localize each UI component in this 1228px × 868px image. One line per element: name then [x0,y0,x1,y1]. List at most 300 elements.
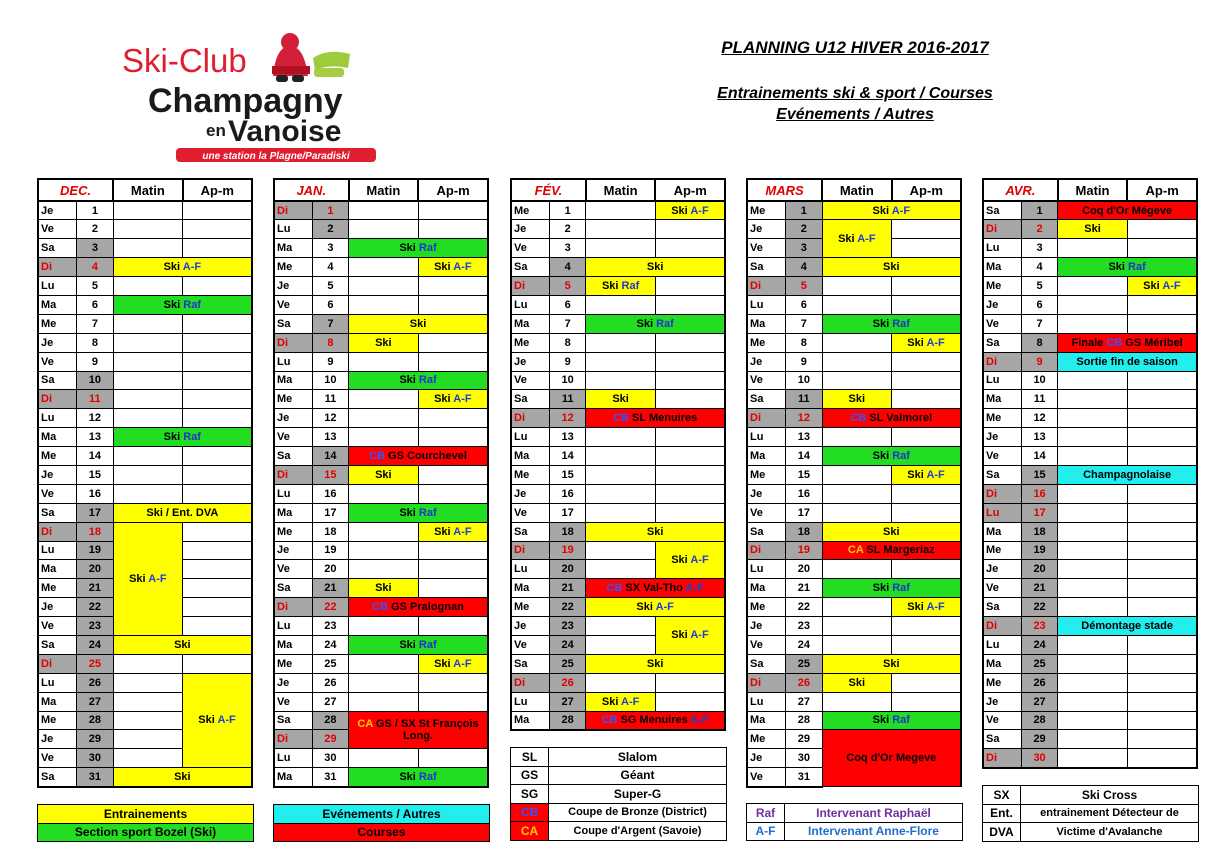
day-number: 21 [312,579,348,598]
legend-ent-full-2: Victime d'Avalanche [1021,823,1199,842]
matin-cell [113,333,182,352]
ski-label: Ski [907,601,924,614]
apm-cell [418,295,488,314]
matin-cell [586,239,656,258]
day-name: Me [274,522,312,541]
apm-cell [183,541,252,560]
cb-label: CB [372,601,389,614]
day-name: Me [274,654,312,673]
day-number: 18 [549,522,585,541]
day-name: Je [511,617,549,636]
day-name: Ma [274,503,312,522]
apm-cell [655,277,725,296]
day-row [511,409,725,428]
matin-cell [586,352,656,371]
apm-cell [1127,522,1197,541]
day-name: Sa [511,522,549,541]
day-number: 10 [549,371,585,390]
day-number: 9 [312,352,348,371]
day-row [983,352,1197,371]
day-number: 28 [312,711,348,730]
apm-cell [655,390,725,409]
day-row [747,220,961,239]
event-cell: Champagnolaise [1058,465,1197,484]
day-name: Lu [983,635,1021,654]
day-number: 1 [312,201,348,220]
day-name: Di [511,541,549,560]
subtitle-2: Evénements / Autres [776,106,934,123]
day-row [274,711,488,730]
matin-cell [349,390,419,409]
matin-cell [113,409,182,428]
day-name: Di [38,390,77,409]
day-number: 15 [549,465,585,484]
day-number: 10 [786,371,823,390]
day-number: 29 [77,730,114,749]
day-row [983,371,1197,390]
day-row [38,503,252,522]
ca-label: CA [357,717,373,730]
day-name: Sa [983,598,1021,617]
matin-cell [586,295,656,314]
day-row [511,711,725,730]
legend-disciplines [510,747,727,841]
af-label: A-F [926,468,945,481]
ski-label: Ski [883,261,900,274]
matin-cell [586,503,656,522]
day-name: Ma [747,314,786,333]
logo-line3a: en [206,121,226,140]
day-name: Lu [511,692,549,711]
ski-label: Ski [671,553,688,566]
legend-training [37,804,254,842]
day-row [747,598,961,617]
day-name: Di [983,484,1021,503]
day-name: Ma [983,390,1021,409]
day-number: 8 [1021,333,1057,352]
apm-cell [183,673,252,767]
day-number: 8 [786,333,823,352]
day-number: 25 [312,654,348,673]
matin-cell [822,371,891,390]
day-name: Me [38,447,77,466]
day-number: 27 [549,692,585,711]
day-number: 20 [77,560,114,579]
day-name: Je [38,465,77,484]
day-name: Di [747,277,786,296]
matin-cell [822,390,891,409]
day-name: Sa [983,201,1021,220]
apm-cell [1127,295,1197,314]
day-number: 16 [77,484,114,503]
day-number: 26 [312,673,348,692]
day-row [983,314,1197,333]
day-row [983,560,1197,579]
apm-cell [183,465,252,484]
day-name: Me [511,201,549,220]
day-row [38,390,252,409]
apm-cell [655,465,725,484]
matin-cell [586,220,656,239]
day-name: Ma [747,711,786,730]
day-name: Je [511,352,549,371]
day-number: 9 [77,352,114,371]
matin-cell [349,654,419,673]
matin-cell [586,692,656,711]
apm-cell [655,673,725,692]
day-number: 10 [312,371,348,390]
day-number: 4 [1021,258,1057,277]
day-row [983,749,1197,768]
day-name: Ma [38,295,77,314]
day-row [38,333,252,352]
apm-cell [1127,598,1197,617]
day-name: Sa [511,258,549,277]
legend-geant: Géant [549,766,727,785]
apm-cell [1127,484,1197,503]
day-row [511,654,725,673]
apm-cell [418,541,488,560]
matin-cell [1058,503,1128,522]
day-number: 2 [786,220,823,239]
day-name: Lu [274,220,312,239]
apm-cell [892,673,961,692]
day-number: 21 [786,579,823,598]
col-apm: Ap-m [183,179,252,201]
day-name: Me [274,390,312,409]
apm-cell [1127,447,1197,466]
apm-cell [183,277,252,296]
legend-sx: SX [983,786,1021,805]
day-number: 2 [549,220,585,239]
matin-cell [586,447,656,466]
apm-cell [892,692,961,711]
event-cell [349,314,489,333]
day-name: Ve [274,295,312,314]
apm-cell [183,522,252,541]
raf-label: Raf [418,770,437,783]
day-number: 19 [77,541,114,560]
event-cell [586,522,725,541]
day-number: 6 [312,295,348,314]
day-name: Ma [983,258,1021,277]
day-name: Di [511,673,549,692]
apm-cell [418,352,488,371]
ski-label: Ski [646,657,664,670]
day-name: Me [747,201,786,220]
day-name: Di [274,201,312,220]
matin-cell [1058,522,1128,541]
apm-cell [183,409,252,428]
day-number: 21 [1021,579,1057,598]
af-label: A-F [926,601,945,614]
day-name: Sa [274,447,312,466]
raf-label: Raf [418,506,437,519]
matin-cell [349,465,419,484]
day-name: Sa [983,730,1021,749]
af-label: A-F [453,657,472,670]
apm-cell [418,617,488,636]
day-row [983,692,1197,711]
legend-other [982,785,1199,842]
apm-cell [183,314,252,333]
day-row [38,277,252,296]
ski-label: Ski [375,468,392,481]
day-row [38,201,252,220]
day-name: Me [983,409,1021,428]
af-label: A-F [685,582,704,595]
ski-label: Ski [872,582,890,595]
day-row [747,560,961,579]
matin-cell [586,541,656,560]
day-number: 12 [549,409,585,428]
day-number: 5 [549,277,585,296]
day-number: 5 [786,277,823,296]
day-name: Lu [983,371,1021,390]
event-cell: CB GS Courchevel [349,447,489,466]
ski-label: Ski [671,629,688,642]
day-number: 17 [1021,503,1057,522]
day-name: Lu [983,503,1021,522]
matin-cell [586,465,656,484]
day-number: 22 [1021,598,1057,617]
event-cell [822,654,961,673]
day-number: 27 [786,692,823,711]
day-number: 6 [77,295,114,314]
day-name: Lu [511,428,549,447]
day-name: Sa [38,635,77,654]
day-row [983,390,1197,409]
apm-cell [418,560,488,579]
day-name: Ma [38,692,77,711]
day-row [274,277,488,296]
ski-label: Ski [671,204,688,217]
event-cell [113,428,252,447]
matin-cell [349,258,419,277]
af-label: A-F [857,232,876,245]
af-label: A-F [217,714,236,727]
apm-cell [1127,239,1197,258]
day-name: Di [274,730,312,749]
apm-cell [183,598,252,617]
ski-label: Ski [646,261,664,274]
day-row [511,333,725,352]
day-name: Ve [511,239,549,258]
matin-cell [349,560,419,579]
day-name: Di [983,749,1021,768]
raf-label: Raf [892,450,910,463]
af-label: A-F [690,629,709,642]
event-cell [822,447,961,466]
day-row [511,277,725,296]
matin-cell [113,352,182,371]
day-number: 25 [549,654,585,673]
apm-cell [183,239,252,258]
day-row [274,352,488,371]
apm-cell [418,749,488,768]
day-name: Ma [38,560,77,579]
apm-cell [418,465,488,484]
day-name: Je [983,295,1021,314]
day-number: 27 [77,692,114,711]
day-row [511,503,725,522]
day-name: Ve [38,220,77,239]
matin-cell [349,409,419,428]
col-apm: Ap-m [892,179,961,201]
day-row [747,654,961,673]
apm-cell [892,465,961,484]
ski-label: Ski [163,261,181,274]
raf-label: Raf [656,317,674,330]
matin-cell [822,295,891,314]
matin-cell [113,465,182,484]
subtitle-1: Entrainements ski & sport / Courses [717,85,993,102]
day-name: Me [747,333,786,352]
event-cell: CB SX Val-Tho A-F [586,579,725,598]
day-number: 9 [549,352,585,371]
day-number: 29 [312,730,348,749]
ski-label: Ski [174,770,191,783]
event-cell: CA SL Margeriaz [822,541,961,560]
ski-label: Ski [163,431,181,444]
event-cell [822,522,961,541]
day-row [274,484,488,503]
cb-label: CB [606,582,623,595]
month-name: JAN. [274,179,349,201]
apm-cell [418,428,488,447]
event-cell: Ski / Ent. DVA [113,503,252,522]
day-name: Lu [747,295,786,314]
day-row [511,447,725,466]
day-name: Ma [274,768,312,787]
legend-gs: GS [511,766,549,785]
matin-cell [113,484,182,503]
day-name: Me [38,579,77,598]
apm-cell [655,692,725,711]
day-name: Ma [983,522,1021,541]
day-row [274,673,488,692]
apm-cell [892,560,961,579]
day-row [983,711,1197,730]
apm-cell [1127,371,1197,390]
apm-cell [892,220,961,239]
apm-cell [655,541,725,579]
matin-cell [113,692,182,711]
day-row [274,428,488,447]
day-number: 26 [77,673,114,692]
day-row [983,220,1197,239]
matin-cell [1058,692,1128,711]
day-row [511,239,725,258]
day-name: Me [511,465,549,484]
event-cell [113,635,252,654]
logo-line2: Champagny [148,82,343,120]
matin-cell [349,673,419,692]
day-name: Ve [983,447,1021,466]
day-name: Je [38,201,77,220]
day-row [747,277,961,296]
apm-cell [418,258,488,277]
month-name: DEC. [38,179,113,201]
day-number: 5 [77,277,114,296]
ski-label: Ski [434,261,451,274]
day-row [274,617,488,636]
legend-sl: SL [511,748,549,767]
day-row [747,673,961,692]
day-row [747,258,961,277]
day-name: Sa [38,503,77,522]
day-row [511,201,725,220]
apm-cell [418,692,488,711]
event-cell [349,768,489,787]
apm-cell [655,295,725,314]
day-number: 9 [786,352,823,371]
af-label: A-F [453,261,472,274]
day-row [274,447,488,466]
day-row [747,465,961,484]
ski-label: Ski [601,695,619,708]
day-name: Me [511,333,549,352]
legend-af-full: Intervenant Anne-Flore [785,822,963,841]
raf-label: Raf [183,431,201,444]
day-row [511,428,725,447]
day-name: Ve [38,617,77,636]
day-number: 2 [77,220,114,239]
day-row [38,314,252,333]
legend-ent: Ent. [983,804,1021,823]
col-apm: Ap-m [418,179,488,201]
day-row [274,692,488,711]
day-number: 27 [1021,692,1057,711]
month-name: MARS [747,179,822,201]
ski-label: Ski [129,572,146,585]
ski-label: Ski [907,468,924,481]
day-row [983,428,1197,447]
day-number: 24 [1021,635,1057,654]
matin-cell [349,277,419,296]
matin-cell [822,352,891,371]
apm-cell [892,295,961,314]
apm-cell [1127,654,1197,673]
day-name: Je [747,352,786,371]
day-number: 8 [77,333,114,352]
day-number: 14 [1021,447,1057,466]
day-name: Ma [274,635,312,654]
raf-label: Raf [1128,261,1146,274]
event-cell [113,295,252,314]
af-label: A-F [891,204,911,217]
day-number: 6 [1021,295,1057,314]
apm-cell [655,333,725,352]
ski-label: Ski [883,525,900,538]
day-name: Ve [511,635,549,654]
day-name: Me [983,277,1021,296]
event-cell [349,635,489,654]
day-number: 23 [786,617,823,636]
day-number: 2 [1021,220,1057,239]
apm-cell [418,220,488,239]
day-name: Di [38,654,77,673]
apm-cell [1127,730,1197,749]
day-name: Di [511,277,549,296]
day-number: 24 [549,635,585,654]
legend-raf: Raf [747,804,785,823]
apm-cell [892,333,961,352]
day-name: Sa [38,371,77,390]
day-name: Ve [983,711,1021,730]
day-number: 23 [77,617,114,636]
day-row [511,314,725,333]
